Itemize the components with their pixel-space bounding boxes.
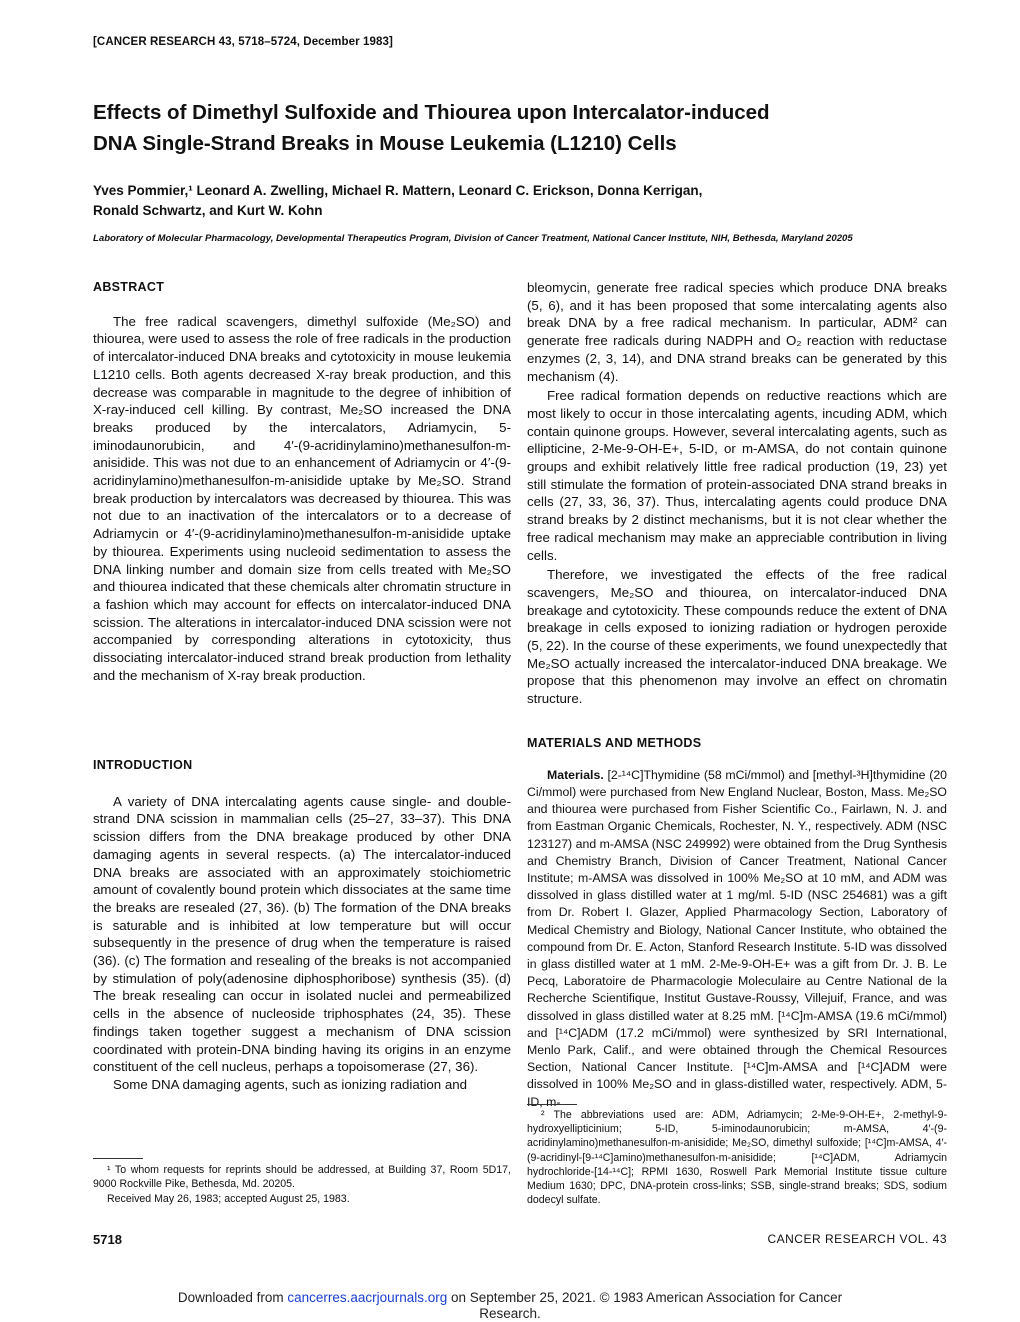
footnotes-left — [93, 1163, 511, 1208]
footnotes-right — [527, 1108, 947, 1208]
author-list — [93, 181, 953, 221]
methods-heading: MATERIALS AND METHODS — [527, 736, 702, 750]
download-prefix: Downloaded from — [177, 1290, 288, 1305]
introduction-section — [93, 757, 511, 1094]
abstract-text: The free radical scavengers, dimethyl sulfoxide (Me₂SO) and thiourea, were used to assess the role of free radicals in the production of intercalator-induced DNA breaks and cytotoxicity in mouse leukemia L1210 cells. Both agents decreased X-ray break production, and this decrease was comparable in magnitude to the degree of inhibition of X-ray-induced cell killing. By contrast, Me₂SO increased the DNA breaks produced by the intercalators, Adriamycin, 5-iminodaunorubicin, and 4′-(9-acridinylamino)methanesulfon-m-anisidide. This was not due to an enhancement of Adriamycin or 4′-(9-acridinylamino)methanesulfon-m-anisidide uptake by Me₂SO. Strand break production by intercalators was decreased by thiourea. This was not due to an inactivation of the intercalators or to a decrease of Adriamycin or 4′-(9-acridinylamino)methanesulfon-m-anisidide uptake by thiourea. Experiments using nucleoid sedimentation to assess the DNA linking number and domain size from cells treated with Me₂SO and thiourea indicated that these chemicals alter chromatin structure in a fashion which may account for effects on intercalator-induced DNA scission. The alterations in intercalator-induced DNA scission were not accompanied by corresponding alterations in cytotoxicity, thus dissociating intercalator-induced strand break production from lethality and the mechanism of X-ray break production. — [93, 313, 511, 683]
footnote-rule-left — [93, 1158, 143, 1159]
download-line-2: Research. — [479, 1306, 541, 1321]
materials-text: [2-¹⁴C]Thymidine (58 mCi/mmol) and [methyl-³H]thymidine (20 Ci/mmol) were purchased from New England Nuclear, Boston, Mass. Me₂SO and thiourea were purchased from Fisher Scientific Co., Fairlawn, N. J. and from Eastman Organic Chemicals, Rochester, N. Y., respectively. ADM (NSC 123127) and m-AMSA (NSC 249992) were obtained from the Drug Synthesis and Chemistry Branch, Division of Cancer Treatment, National Cancer Institute; m-AMSA was dissolved in 100% Me₂SO at 10 mM, and ADM was dissolved in glass distilled water at 1 mg/ml. 5-ID (NSC 254681) was a gift from Dr. Robert I. Glazer, Applied Pharmacology Section, Laboratory of Medical Chemistry and Biology, National Cancer Institute, who obtained the compound from Dr. E. Acton, Stanford Research Institute. 5-ID was dissolved in glass distilled water at 1 mM. 2-Me-9-OH-E+ was a gift from Dr. J. B. Le Pecq, Laboratoire de Pharmacologie Moleculaire au Centre National de la Recherche Scientifique, Institut Gustave-Roussy, Villejuif, France, and was dissolved in glass distilled water at 8.25 mM. [¹⁴C]m-AMSA (19.6 mCi/mmol) and [¹⁴C]ADM (17.2 mCi/mmol) were synthesized by SRI International, Menlo Park, Calif., and were obtained through the Chemical Resources Section, National Cancer Institute. [¹⁴C]m-AMSA and [¹⁴C]ADM were dissolved in 100% Me₂SO and in glass-distilled water, respectively. ADM, 5-ID, m- — [527, 767, 947, 1109]
download-suffix: on September 25, 2021. © 1983 American Association for Cancer — [447, 1290, 843, 1305]
right-column-text — [527, 279, 947, 710]
materials-paragraph — [527, 767, 947, 1111]
abstract-section — [93, 279, 511, 684]
received-date: Received May 26, 1983; accepted August 25, 1983. — [107, 1193, 350, 1206]
abstract-heading: ABSTRACT — [93, 280, 165, 294]
download-notice — [0, 1290, 1020, 1322]
running-head: CANCER RESEARCH VOL. 43 — [767, 1232, 947, 1246]
materials-runin: Materials. — [547, 767, 604, 782]
authors-line-2: Ronald Schwartz, and Kurt W. Kohn — [93, 203, 323, 218]
journal-site-link[interactable]: cancerres.aacrjournals.org — [287, 1290, 448, 1305]
authors-line-1: Yves Pommier,¹ Leonard A. Zwelling, Michael R. Mattern, Leonard C. Erickson, Donna Kerrigan, — [93, 183, 703, 198]
introduction-paragraph-1: A variety of DNA intercalating agents cause single- and double-strand DNA scission in mammalian cells (25–27, 33–37). This DNA scission differs from the DNA breakage produced by other DNA damaging agents in several respects. (a) The intercalator-induced DNA breaks are associated with an approximately stoichiometric amount of covalently bound protein which dissociates at the same time the breaks are resealed (27, 36). (b) The formation of the DNA breaks is saturable and is inhibited at low temperature but will occur subsequently in the presence of drug when the temperature is raised (36). (c) The formation and resealing of the breaks is not accompanied by stimulation of poly(adenosine diphosphoribose) synthesis (35). (d) The break resealing can occur in isolated nuclei and permeabilized cells in the absence of nucleoside triphosphates (24, 35). These findings taken together suggest a mechanism of DNA scission coordinated with protein-DNA binding having its origins in an enzyme constituent of the cell nucleus, perhaps a topoisomerase (27, 36). — [93, 793, 511, 1075]
title-line-2: DNA Single-Strand Breaks in Mouse Leukemia (L1210) Cells — [93, 132, 677, 155]
journal-citation: [CANCER RESEARCH 43, 5718–5724, December 1983] — [93, 36, 393, 48]
affiliation: Laboratory of Molecular Pharmacology, Developmental Therapeutics Program, Division of Cancer Treatment, National Cancer Institute, NIH, Bethesda, Maryland 20205 — [93, 233, 853, 244]
paragraph-free-radical: Free radical formation depends on reductive reactions which are most likely to occur in those intercalating agents, incuding ADM, which contain quinone groups. However, several intercalating agents, such as ellipticine, 2-Me-9-OH-E+, 5-ID, or m-AMSA, do not contain quinone groups and exhibit relatively little free radical production (19, 23) yet still stimulate the formation of protein-associated DNA strand breaks in cells (27, 33, 36, 37). Thus, intercalating agents could produce DNA strand breaks by 2 distinct mechanisms, but it is not clear whether the free radical mechanism may make an appreciable contribution in living cells. — [527, 388, 947, 563]
introduction-heading: INTRODUCTION — [93, 758, 193, 772]
title-line-1: Effects of Dimethyl Sulfoxide and Thiourea upon Intercalator-induced — [93, 101, 770, 124]
introduction-paragraph-2: Some DNA damaging agents, such as ionizing radiation and — [113, 1076, 468, 1092]
footnote-1: ¹ To whom requests for reprints should be addressed, at Building 37, Room 5D17, 9000 Rockville Pike, Bethesda, Md. 20205. — [93, 1164, 511, 1191]
paragraph-continued: bleomycin, generate free radical species which produce DNA breaks (5, 6), and it has been proposed that some intercalating agents also break DNA by a free radical mechanism. In particular, ADM² can generate free radicals during NADPH and O₂ reaction with reductase enzymes (2, 3, 14), and DNA strand breaks can be generated by this mechanism (4). — [527, 280, 947, 384]
footnote-rule-right — [527, 1104, 577, 1105]
methods-section — [527, 735, 947, 1111]
footnote-2: ² The abbreviations used are: ADM, Adriamycin; 2-Me-9-OH-E+, 2-methyl-9-hydroxyellipticinium; 5-ID, 5-iminodaunorubicin; m-AMSA, 4′-(9-acridinylamino)methanesulfon-m-anisidide; Me₂SO, dimethyl sulfoxide; [¹⁴C]m-AMSA, 4′-(9-acridinyl-[9-¹⁴C]amino)methanesulfon-m-anisidide; [¹⁴C]ADM, Adriamycin hydrochloride-[14-¹⁴C]; RPMI 1630, Roswell Park Memorial Institute tissue culture Medium 1630; DPC, DNA-protein cross-links; SSB, single-strand breaks; SDS, sodium dodecyl sulfate. — [527, 1109, 947, 1207]
paragraph-therefore: Therefore, we investigated the effects of the free radical scavengers, Me₂SO and thiourea, on intercalator-induced DNA breakage and cytotoxicity. These compounds reduce the extent of DNA breakage in cells exposed to ionizing radiation or hydrogen peroxide (5, 22). In the course of these experiments, we found unexpectedly that Me₂SO actually increased the intercalator-induced DNA breakage. We propose that this phenomenon may involve an effect on chromatin structure. — [527, 567, 947, 707]
page-number: 5718 — [93, 1232, 122, 1247]
article-title — [93, 97, 953, 159]
